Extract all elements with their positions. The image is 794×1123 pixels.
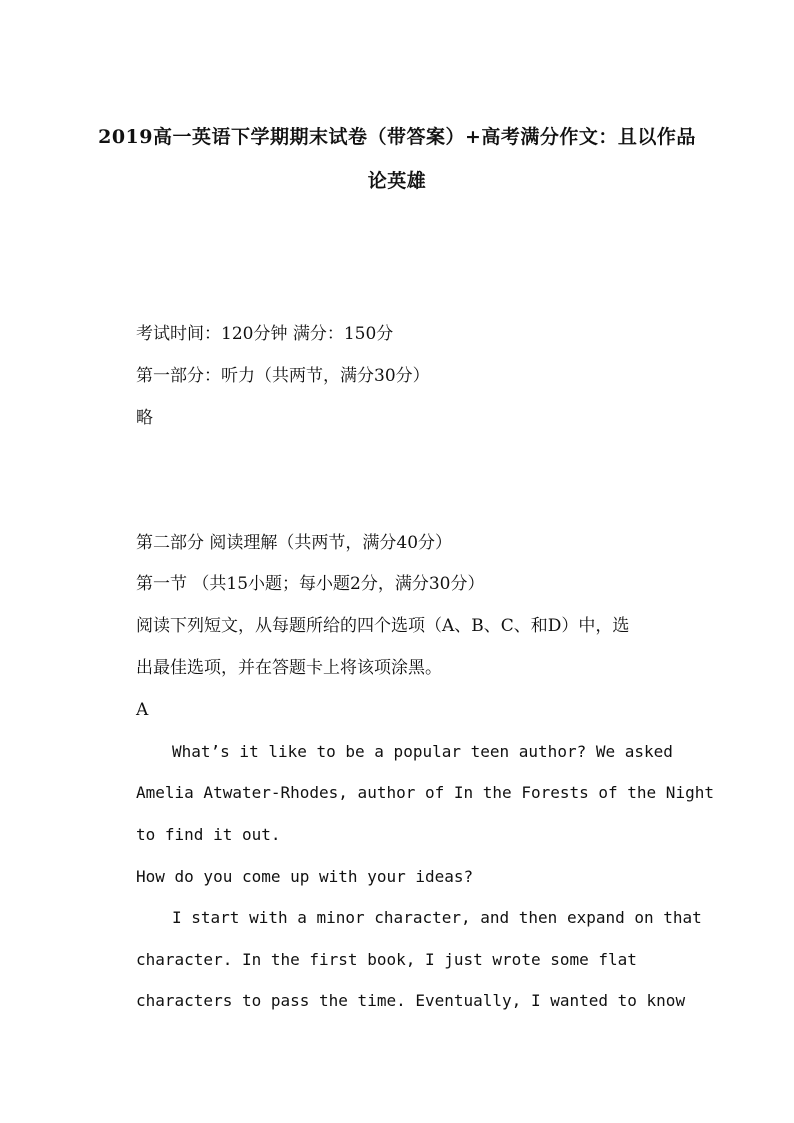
section1-heading: 第一节 （共15小题；每小题2分，满分30分）	[136, 574, 485, 594]
passage-label: A	[136, 700, 149, 720]
passage-line: Amelia Atwater-Rhodes, author of In the Forests of the Night	[136, 783, 714, 802]
passage-line: character. In the first book, I just wrote some flat	[136, 950, 637, 969]
part1-note: 略	[136, 408, 153, 428]
passage-line: characters to pass the time. Eventually, I wanted to know	[136, 991, 686, 1010]
passage-line: I start with a minor character, and then expand on that	[172, 908, 702, 927]
document-title-line-1: 2019高一英语下学期期末试卷（带答案）+高考满分作文：且以作品	[98, 126, 696, 148]
part1-heading: 第一部分：听力（共两节，满分30分）	[136, 366, 430, 386]
passage-line: to find it out.	[136, 825, 281, 844]
passage-line: What’s it like to be a popular teen author? We asked	[172, 742, 673, 761]
document-title-line-2: 论英雄	[367, 170, 427, 192]
passage-question: How do you come up with your ideas?	[136, 867, 474, 886]
part2-heading: 第二部分 阅读理解（共两节，满分40分）	[136, 533, 453, 553]
instructions-line-2: 出最佳选项，并在答题卡上将该项涂黑。	[136, 658, 442, 678]
instructions-line-1: 阅读下列短文，从每题所给的四个选项（A、B、C、和D）中，选	[136, 616, 630, 636]
exam-info: 考试时间：120分钟 满分：150分	[136, 324, 394, 344]
